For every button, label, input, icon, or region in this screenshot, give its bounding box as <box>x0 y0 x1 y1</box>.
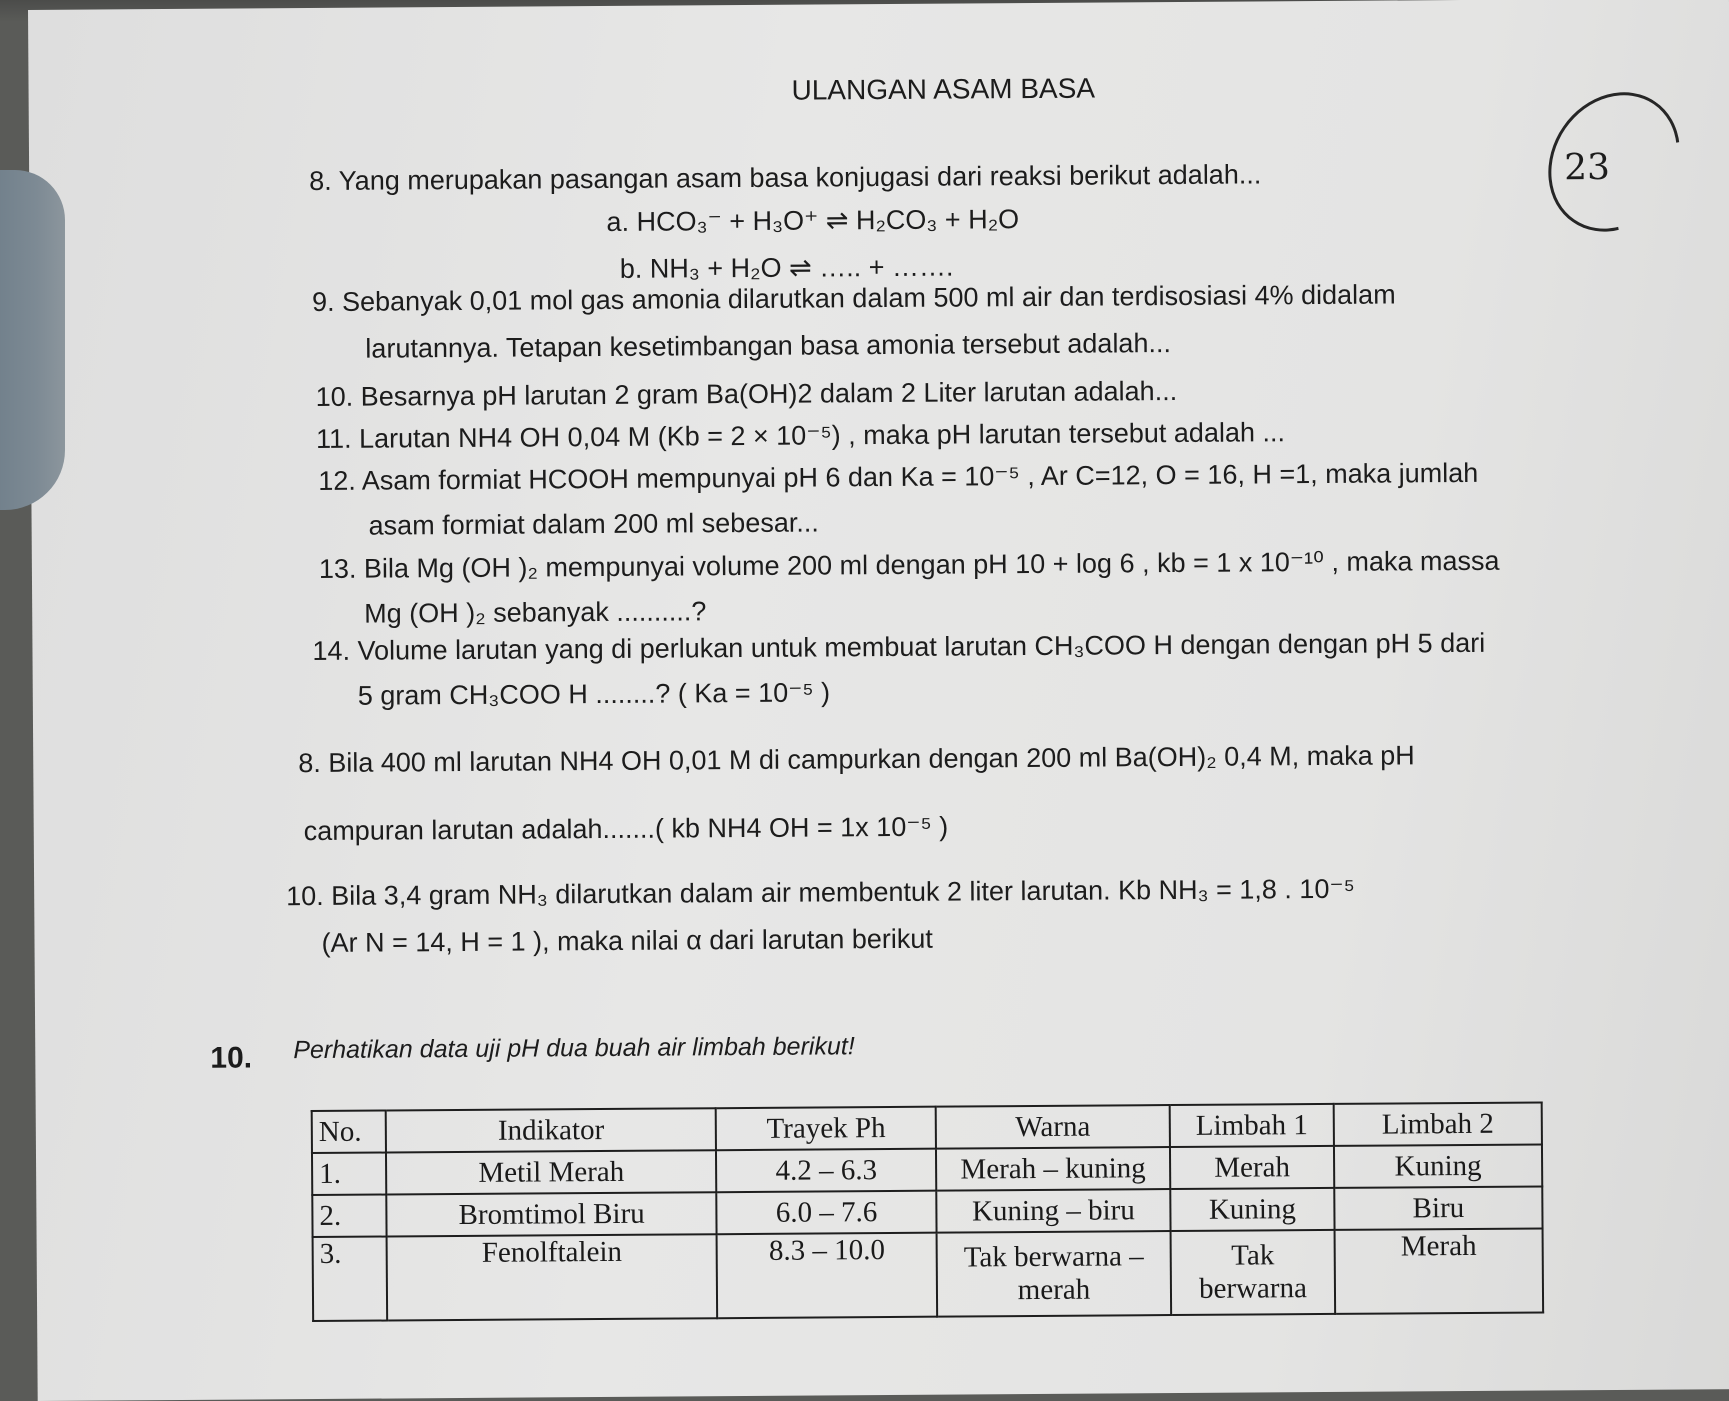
col-header-trayek: Trayek Ph <box>716 1107 936 1151</box>
question-13-line-1: 13. Bila Mg (OH )₂ mempunyai volume 200 ml dengan pH 10 + log 6 , kb = 1 x 10⁻¹⁰ , maka massa <box>318 545 1500 584</box>
question-8-option-b: b. NH₃ + H₂O ⇌ ….. + ……. <box>619 251 954 284</box>
ph-data-table <box>311 1101 1544 1322</box>
cell-warna: Kuning – biru <box>936 1189 1170 1233</box>
question-8: 8. Yang merupakan pasangan asam basa konjugasi dari reaksi berikut adalah... <box>309 159 1262 197</box>
cell-limbah-1: Tak berwarna <box>1171 1230 1336 1315</box>
score-mark: 23 <box>1563 146 1611 189</box>
table-row <box>313 1228 1544 1321</box>
cell-limbah-1: Kuning <box>1170 1188 1334 1231</box>
col-header-warna: Warna <box>936 1105 1170 1149</box>
cell-no: 3. <box>313 1237 388 1322</box>
score-circle <box>1522 67 1707 258</box>
question-10c-text: Perhatikan data uji pH dua buah air limbah berikut! <box>293 1032 855 1065</box>
question-10: 10. Besarnya pH larutan 2 gram Ba(OH)2 dalam 2 Liter larutan adalah... <box>315 375 1178 413</box>
question-10b-line-2: (Ar N = 14, H = 1 ), maka nilai α dari larutan berikut <box>321 923 933 958</box>
cell-limbah-2: Merah <box>1335 1228 1544 1313</box>
cell-indikator: Fenolftalein <box>387 1234 718 1320</box>
col-header-limbah-2: Limbah 2 <box>1334 1102 1542 1145</box>
cell-no: 1. <box>312 1153 386 1196</box>
question-11: 11. Larutan NH4 OH 0,04 M (Kb = 2 × 10⁻⁵) , maka pH larutan tersebut adalah ... <box>315 417 1286 454</box>
cell-warna: Merah – kuning <box>936 1147 1170 1191</box>
cell-trayek: 6.0 – 7.6 <box>717 1191 937 1235</box>
question-10b-line-1: 10. Bila 3,4 gram NH₃ dilarutkan dalam air membentuk 2 liter larutan. Kb NH₃ = 1,8 . 10⁻⁵ <box>286 873 1355 912</box>
question-13-line-2: Mg (OH )₂ sebanyak ..........? <box>364 596 707 629</box>
cell-indikator: Bromtimol Biru <box>386 1192 717 1236</box>
question-10c-number: 10. <box>210 1041 253 1075</box>
cell-warna: Tak berwarna – merah <box>937 1231 1172 1317</box>
question-8-option-a: a. HCO₃⁻ + H₃O⁺ ⇌ H₂CO₃ + H₂O <box>606 204 1020 237</box>
question-9-line-2: larutannya. Tetapan kesetimbangan basa amonia tersebut adalah... <box>365 328 1172 364</box>
cell-limbah-2: Biru <box>1334 1186 1542 1229</box>
page-title: ULANGAN ASAM BASA <box>791 72 1096 106</box>
question-14-line-2: 5 gram CH₃COO H ........? ( Ka = 10⁻⁵ ) <box>357 677 831 711</box>
question-9-line-1: 9. Sebanyak 0,01 mol gas amonia dilarutkan dalam 500 ml air dan terdisosiasi 4% didalam <box>311 279 1396 318</box>
col-header-limbah-1: Limbah 1 <box>1170 1104 1334 1147</box>
cell-limbah-1: Merah <box>1170 1146 1334 1189</box>
question-12-line-2: asam formiat dalam 200 ml sebesar... <box>368 507 819 541</box>
exam-paper <box>28 0 1729 1401</box>
question-8b-line-2: campuran larutan adalah.......( kb NH4 OH = 1x 10⁻⁵ ) <box>303 811 949 847</box>
cell-trayek: 8.3 – 10.0 <box>717 1233 937 1319</box>
question-8b-line-1: 8. Bila 400 ml larutan NH4 OH 0,01 M di campurkan dengan 200 ml Ba(OH)₂ 0,4 M, maka pH <box>298 740 1415 779</box>
cell-limbah-2: Kuning <box>1334 1144 1542 1187</box>
question-12-line-1: 12. Asam formiat HCOOH mempunyai pH 6 dan Ka = 10⁻⁵ , Ar C=12, O = 16, H =1, maka jumlah <box>318 457 1479 496</box>
col-header-no: No. <box>312 1111 386 1154</box>
cell-trayek: 4.2 – 6.3 <box>716 1149 936 1193</box>
col-header-indikator: Indikator <box>386 1108 717 1152</box>
cell-no: 2. <box>312 1195 386 1238</box>
question-14-line-1: 14. Volume larutan yang di perlukan untuk membuat larutan CH₃COO H dengan dengan pH 5 dari <box>312 627 1486 667</box>
finger-holding-paper <box>0 170 65 510</box>
cell-indikator: Metil Merah <box>386 1150 717 1194</box>
